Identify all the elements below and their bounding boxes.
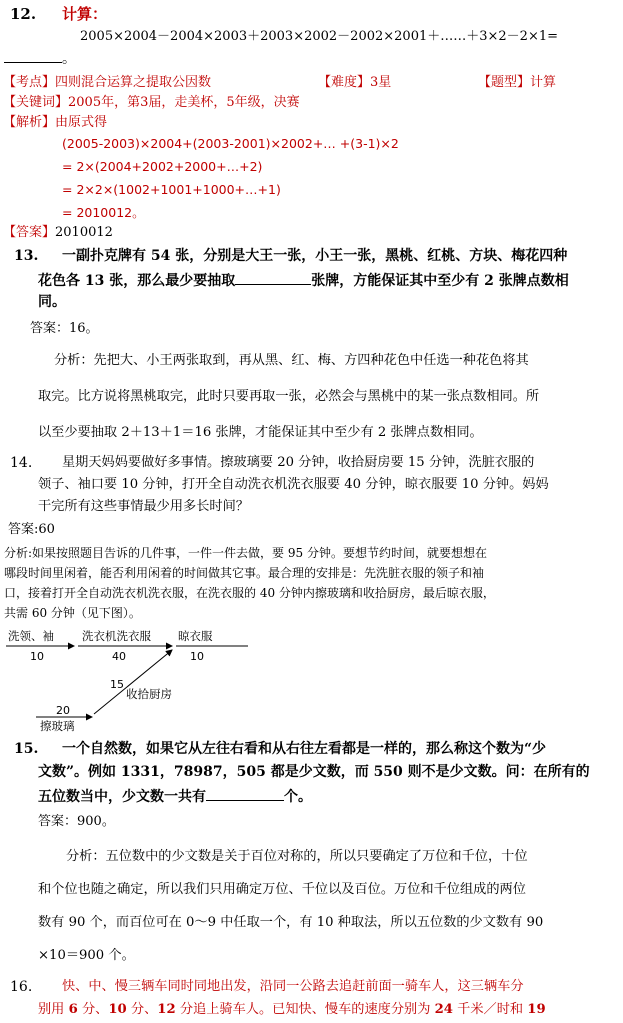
problem-12-blank [4, 48, 76, 68]
problem-14-line-1: 星期天妈妈要做好多事情。擦玻璃要 20 分钟，收拾厨房要 15 分钟，洗脏衣服的 [62, 455, 535, 470]
problem-12-number: 12. [10, 5, 37, 23]
problem-13-line-2b: 张牌，方能保证其中至少有 2 张牌点数相 [311, 273, 569, 289]
problem-16-number: 16. [10, 979, 33, 995]
problem-16-line-2 [38, 1001, 546, 1019]
problem-16-line-1: 快、中、慢三辆车同时同地出发，沿同一公路去追赶前面一骑车人，这三辆车分 [62, 979, 524, 994]
end-mark: 。 [62, 51, 76, 67]
node-wash-collar-time: 10 [30, 650, 44, 663]
node-washing-machine-time: 40 [112, 650, 126, 663]
problem-12-title: 计算： [62, 5, 108, 23]
arrow-clean-kitchen [94, 650, 172, 714]
node-clean-kitchen-label: 收拾厨房 [126, 687, 172, 701]
time-medium: 10 [108, 1002, 127, 1017]
node-hang-clothes-time: 10 [190, 650, 204, 663]
tixing-value: 计算 [530, 75, 557, 90]
problem-14-number: 14. [10, 455, 33, 471]
time-slow: 12 [157, 1002, 176, 1017]
solution-step-3: = 2×2×(1002+1001+1000+…+1) [62, 182, 281, 197]
problem-14-analysis-4: 共需 60 分钟（见下图）。 [4, 606, 141, 620]
answer-line-12 [3, 224, 113, 242]
time-fast: 6 [68, 1002, 78, 1017]
problem-15-analysis-1: 分析：五位数中的少文数是关于百位对称的，所以只要确定了万位和千位，十位 [66, 849, 528, 864]
answer-blank [235, 270, 311, 285]
schedule-diagram [0, 622, 260, 734]
answer-tag: 【答案】 [3, 225, 56, 240]
nandu-line [318, 74, 391, 92]
answer-blank [206, 786, 284, 801]
speed-slow: 19 [527, 1002, 546, 1017]
problem-15-line-3a: 五位数当中，少文数一共有 [38, 789, 206, 805]
solution-step-4: = 2010012。 [62, 205, 145, 220]
node-clean-kitchen-time: 15 [110, 678, 124, 691]
speed-fast: 24 [434, 1002, 453, 1017]
guanjianci-line [3, 94, 300, 112]
problem-13-line-2 [38, 270, 569, 290]
kaodian-value: 四则混合运算之提取公因数 [55, 75, 212, 90]
guanjianci-value: 2005年，第3届，走美杯，5年级，决赛 [68, 95, 300, 110]
problem-14-answer: 答案:60 [8, 522, 55, 537]
problem-14-analysis-3: 口，接着打开全自动洗衣机洗衣服，在洗衣服的 40 分钟内擦玻璃和收拾厨房，最后晾衣服， [4, 586, 495, 600]
problem-15-line-3 [38, 786, 312, 806]
tixing-tag: 【题型】 [478, 75, 531, 90]
problem-15-line-2: 文数”。例如 1331，78987，505 都是少文数，而 550 则不是少文数。问：在所有的 [38, 764, 590, 780]
sep-2: 分、 [126, 1002, 158, 1017]
problem-16-line-2a: 别用 [38, 1002, 69, 1017]
problem-16-line-2b: 分追上骑车人。已知快、慢车的速度分别为 [175, 1002, 435, 1017]
nandu-tag: 【难度】 [318, 75, 371, 90]
problem-13-analysis-3: 以至少要抽取 2＋13＋1＝16 张牌，才能保证其中至少有 2 张牌点数相同。 [38, 425, 483, 440]
node-wipe-glass-time: 20 [56, 704, 70, 717]
problem-15-analysis-4: ×10＝900 个。 [38, 948, 135, 963]
problem-13-line-1: 一副扑克牌有 54 张，分别是大王一张，小王一张，黑桃、红桃、方块、梅花四种 [62, 248, 568, 264]
tixing-line [478, 74, 556, 92]
problem-13-line-3: 同。 [38, 294, 66, 310]
problem-16-line-2c: 千米／时和 [452, 1002, 528, 1017]
problem-12-expression: 2005×2004－2004×2003＋2003×2002－2002×2001＋……＋3×2－2×1= [80, 29, 559, 44]
problem-14-line-3: 干完所有这些事情最少用多长时间？ [38, 499, 249, 514]
guanjianci-tag: 【关键词】 [3, 95, 69, 110]
node-washing-machine-label: 洗衣机洗衣服 [82, 629, 151, 643]
problem-15-line-1: 一个自然数，如果它从左往右看和从右往左看都是一样的，那么称这个数为“少 [62, 741, 547, 757]
sep-1: 分、 [77, 1002, 109, 1017]
solution-step-1: (2005-2003)×2004+(2003-2001)×2002+… +(3-1)×2 [62, 136, 399, 151]
problem-15-answer: 答案：900。 [38, 814, 115, 829]
kaodian-line [3, 74, 211, 92]
node-wipe-glass-label: 擦玻璃 [40, 719, 75, 733]
problem-15-analysis-3: 数有 90 个，而百位可在 0～9 中任取一个，有 10 种取法，所以五位数的少文数有 90 [38, 915, 544, 930]
jiexi-tag: 【解析】 [3, 115, 56, 130]
problem-14-analysis-1: 分析:如果按照题目告诉的几件事，一件一件去做，要 95 分钟。要想节约时间，就要想想在 [4, 546, 487, 560]
problem-15-number: 15. [14, 741, 39, 757]
problem-13-answer: 答案：16。 [30, 321, 99, 336]
problem-14-analysis-2: 哪段时间里闲着，能否利用闲着的时间做其它事。最合理的安排是：先洗脏衣服的领子和袖 [4, 566, 485, 580]
node-wash-collar-label: 洗领、袖 [8, 629, 54, 643]
problem-14-line-2: 领子、袖口要 10 分钟，打开全自动洗衣机洗衣服要 40 分钟，晾衣服要 10 分钟。妈妈 [38, 477, 549, 492]
problem-15-analysis-2: 和个位也随之确定，所以我们只用确定万位、千位以及百位。万位和千位组成的两位 [38, 882, 526, 897]
problem-13-analysis-2: 取完。比方说将黑桃取完，此时只要再取一张，必然会与黑桃中的某一张点数相同。所 [38, 389, 540, 404]
problem-15-line-3b: 个。 [284, 789, 312, 805]
solution-step-2: = 2×(2004+2002+2000+…+2) [62, 159, 263, 174]
answer-value: 2010012 [55, 225, 113, 240]
nandu-value: 3星 [370, 75, 392, 90]
kaodian-tag: 【考点】 [3, 75, 56, 90]
node-hang-clothes-label: 晾衣服 [178, 629, 213, 643]
jiexi-line [3, 114, 107, 132]
problem-13-line-2a: 花色各 13 张，那么最少要抽取 [38, 273, 236, 289]
jiexi-intro: 由原式得 [55, 115, 108, 130]
problem-13-number: 13. [14, 248, 39, 264]
problem-13-analysis-1: 分析：先把大、小王两张取到，再从黑、红、梅、方四种花色中任选一种花色将其 [54, 353, 529, 368]
